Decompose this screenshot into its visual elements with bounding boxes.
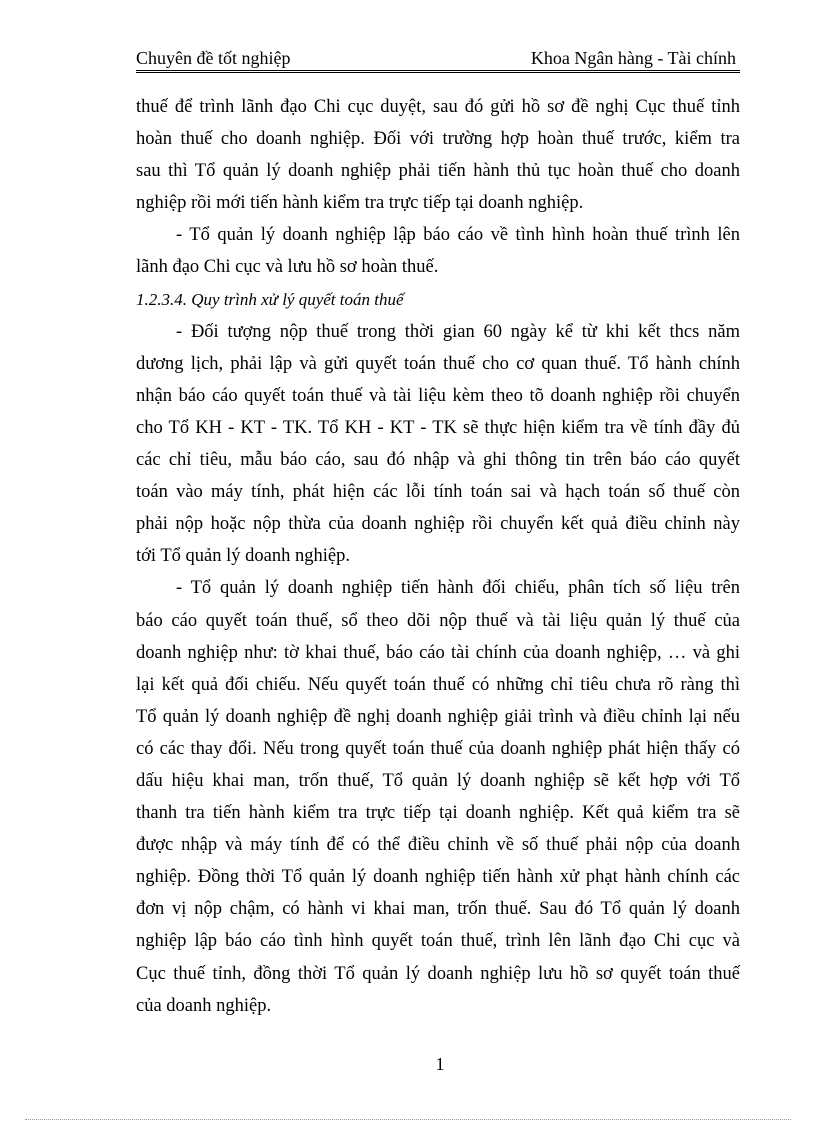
text-line: nghiệp lập báo cáo tình hình quyết toán thuế, trình lên lãnh đạo Chi cục và — [136, 931, 740, 952]
text-line: nghiệp rồi mới tiến hành kiểm tra trực tiếp tại doanh nghiệp. — [136, 193, 584, 214]
text-line: thanh tra tiến hành kiểm tra trực tiếp tại doanh nghiệp. Kết quả kiểm tra sẽ — [136, 803, 740, 824]
text-line: nhận báo cáo quyết toán thuế và tài liệu kèm theo tõ doanh nghiệp rồi chuyển — [136, 385, 740, 406]
text-line: sau thì Tổ quản lý doanh nghiệp phải tiến hành thủ tục hoàn thuế cho doanh — [136, 161, 740, 182]
text-line: lại kết quả đối chiếu. Nếu quyết toán thuế có những chỉ tiêu chưa rõ ràng thì — [136, 674, 740, 695]
paragraph — [136, 572, 740, 1021]
paragraph — [136, 316, 740, 573]
text-line: doanh nghiệp như: tờ khai thuế, báo cáo tài chính của doanh nghiệp, … và ghi — [136, 642, 740, 663]
text-line: hoàn thuế cho doanh nghiệp. Đối với trường hợp hoàn thuế trước, kiểm tra — [136, 129, 740, 150]
text-line: có các thay đổi. Nếu trong quyết toán thuế của doanh nghiệp phát hiện thấy có — [136, 738, 740, 759]
text-line: cho Tổ KH - KT - TK. Tổ KH - KT - TK sẽ thực hiện kiểm tra về tính đầy đủ — [136, 417, 740, 438]
text-line: dương lịch, phải lập và gửi quyết toán thuế cho cơ quan thuế. Tổ hành chính — [136, 353, 740, 374]
page-bottom-divider — [25, 1119, 791, 1120]
text-line: được nhập và máy tính để có thể điều chỉnh về số thuế phải nộp của doanh — [136, 835, 740, 856]
text-line: Cục thuế tỉnh, đồng thời Tổ quản lý doanh nghiệp lưu hồ sơ quyết toán thuế — [136, 963, 740, 984]
page-header — [136, 46, 740, 73]
text-line: - Tổ quản lý doanh nghiệp tiến hành đối chiếu, phân tích số liệu trên — [176, 578, 740, 599]
text-line: các chỉ tiêu, mẫu báo cáo, sau đó nhập và ghi thông tin trên báo cáo quyết — [136, 450, 740, 471]
text-line: toán vào máy tính, phát hiện các lỗi tính toán sai và hạch toán số thuế còn — [136, 482, 740, 503]
section-heading: 1.2.3.4. Quy trình xử lý quyết toán thuế — [136, 289, 404, 309]
text-line: phải nộp hoặc nộp thừa của doanh nghiệp rồi chuyển kết quả điều chỉnh này — [136, 514, 740, 535]
text-line: tới Tổ quản lý doanh nghiệp. — [136, 546, 350, 567]
text-line: dấu hiệu khai man, trốn thuế, Tổ quản lý doanh nghiệp sẽ kết hợp với Tổ — [136, 770, 740, 791]
text-line: Tổ quản lý doanh nghiệp đề nghị doanh nghiệp giải trình và điều chỉnh lại nếu — [136, 706, 740, 727]
paragraph — [136, 219, 740, 283]
text-line: thuế để trình lãnh đạo Chi cục duyệt, sau đó gửi hồ sơ đề nghị Cục thuế tỉnh — [136, 97, 740, 117]
paragraph — [136, 91, 740, 219]
text-line: - Đối tượng nộp thuế trong thời gian 60 ngày kể từ khi kết thcs năm — [176, 321, 740, 342]
text-line: - Tổ quản lý doanh nghiệp lập báo cáo về tình hình hoàn thuế trình lên — [176, 225, 740, 246]
page-number: 1 — [435, 1054, 445, 1074]
text-line: lãnh đạo Chi cục và lưu hồ sơ hoàn thuế. — [136, 257, 439, 278]
header-right-title: Khoa Ngân hàng - Tài chính — [530, 48, 736, 68]
text-line: của doanh nghiệp. — [136, 995, 272, 1016]
text-line: nghiệp. Đồng thời Tổ quản lý doanh nghiệp tiến hành xử phạt hành chính các — [136, 867, 740, 888]
text-line: báo cáo quyết toán thuế, sổ theo dõi nộp thuế và tài liệu quản lý thuế của — [136, 610, 740, 631]
text-line: đơn vị nộp chậm, có hành vi khai man, trốn thuế. Sau đó Tổ quản lý doanh — [136, 899, 740, 920]
header-left-title: Chuyên đề tốt nghiệp — [136, 48, 291, 68]
document-body — [136, 91, 740, 1022]
